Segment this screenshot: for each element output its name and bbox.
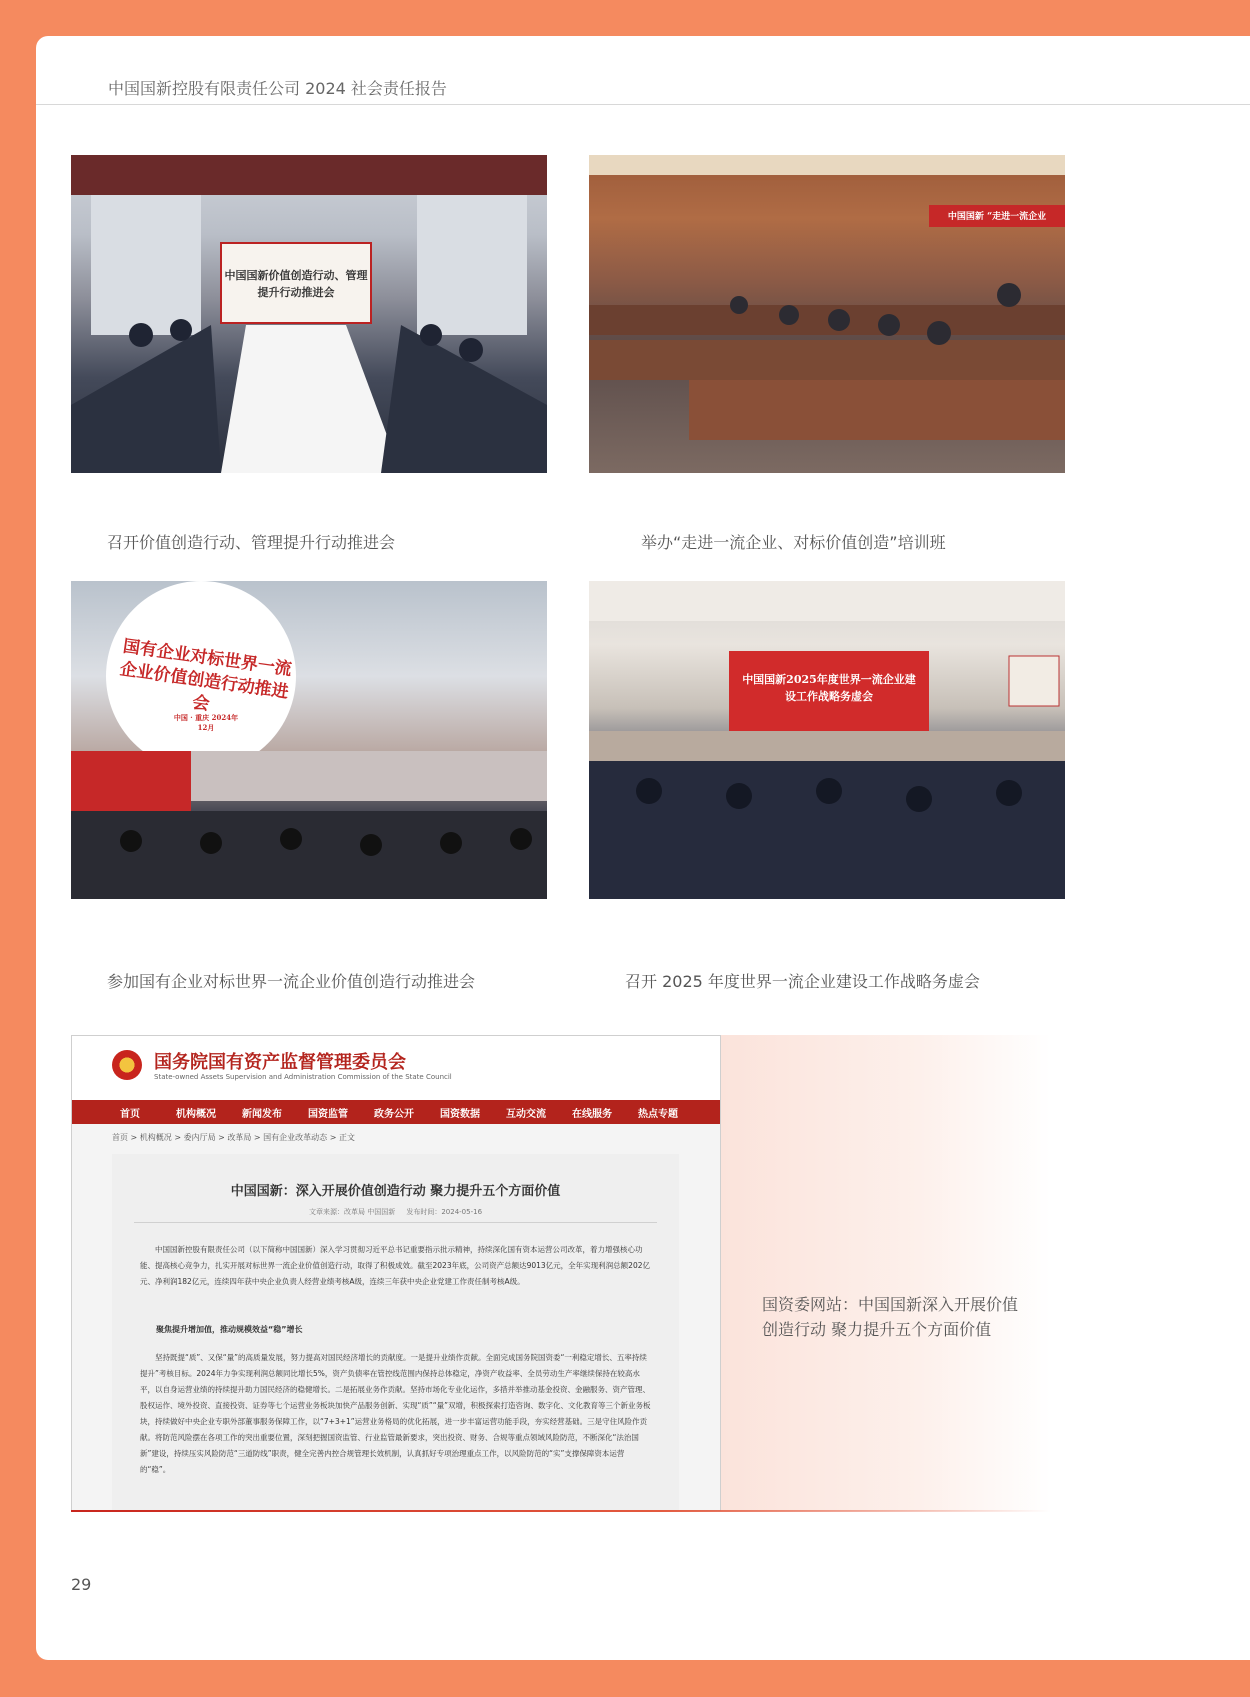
photo-3-banner: 国有企业对标世界一流企业价值创造行动推进会 — [118, 636, 293, 715]
website-header — [72, 1036, 720, 1100]
website-breadcrumb[interactable]: 首页 > 机构概况 > 委内厅局 > 改革局 > 国有企业改革动态 > 正文 — [112, 1133, 355, 1142]
article-divider — [134, 1222, 657, 1223]
article-title: 中国国新：深入开展价值创造行动 聚力提升五个方面价值 — [230, 1184, 561, 1199]
photo-4-caption: 召开 2025 年度世界一流企业建设工作战略务虚会 — [625, 972, 980, 991]
nav-item-news[interactable]: 新闻发布 — [242, 1109, 282, 1120]
nav-item-topics[interactable]: 热点专题 — [638, 1109, 678, 1120]
article-card — [112, 1154, 679, 1511]
bottom-accent-rule — [71, 1510, 1051, 1512]
national-emblem-icon — [112, 1050, 142, 1080]
website-nav-bar — [72, 1100, 720, 1124]
website-org-name: 国务院国有资产监督管理委员会 — [154, 1052, 406, 1073]
photo-4-banner: 中国国新2025年度世界一流企业建设工作战略务虚会 — [742, 673, 916, 703]
article-subhead: 聚焦提升增加值，推动规模效益“稳”增长 — [156, 1325, 303, 1334]
photo-1-banner: 中国国新价值创造行动、管理提升行动推进会 — [224, 269, 368, 299]
nav-item-services[interactable]: 在线服务 — [572, 1109, 612, 1120]
nav-item-org[interactable]: 机构概况 — [176, 1109, 216, 1120]
photo-promotion-meeting — [71, 155, 547, 473]
nav-item-data[interactable]: 国资数据 — [440, 1109, 480, 1120]
website-caption: 国资委网站：中国国新深入开展价值创造行动 聚力提升五个方面价值 — [762, 1295, 1019, 1339]
caption-panel — [721, 1035, 1051, 1511]
nav-item-interaction[interactable]: 互动交流 — [506, 1109, 546, 1120]
report-header-title: 中国国新控股有限责任公司 2024 社会责任报告 — [108, 79, 447, 98]
photo-2-banner: 中国国新 “走进一流企业 — [947, 212, 1047, 222]
nav-item-supervision[interactable]: 国资监管 — [308, 1109, 348, 1120]
nav-item-affairs[interactable]: 政务公开 — [374, 1109, 414, 1120]
photo-1-caption: 召开价值创造行动、管理提升行动推进会 — [107, 533, 396, 552]
website-org-name-en: State-owned Assets Supervision and Administration Commission of the State Council — [154, 1073, 452, 1081]
article-date: 发布时间：2024-05-16 — [406, 1208, 483, 1216]
photo-2-caption: 举办“走进一流企业、对标价值创造”培训班 — [641, 533, 946, 552]
photo-3-banner-sub: 中国 · 重庆 2024年12月 — [173, 713, 239, 732]
photo-state-enterprise-meeting — [71, 581, 547, 899]
nav-item-home[interactable]: 首页 — [120, 1109, 140, 1120]
sasac-website-screenshot — [71, 1035, 721, 1511]
photo-3-caption: 参加国有企业对标世界一流企业价值创造行动推进会 — [107, 972, 476, 991]
article-source: 文章来源：改革局 中国国新 — [308, 1208, 396, 1216]
photo-strategy-retreat — [589, 581, 1065, 899]
header-divider — [36, 104, 1250, 105]
article-meta — [112, 1207, 679, 1217]
page-number: 29 — [71, 1575, 92, 1594]
article-paragraph-1: 中国国新控股有限责任公司（以下简称中国国新）深入学习贯彻习近平总书记重要指示批示精神，持续深化国有资本运营公司改革，着力增强核心功能、提高核心竞争力，扎实开展对标世界一流企业价值创造行动，取得了积极成效。截至2023年底，公司资产总额达9013亿元，全年实现利润总额202亿元、净利润182亿元，连续四年获中央企业负责人经营业绩考核A级，连续三年获中央企业党建工作责任制考核A级。 — [140, 1245, 650, 1286]
photo-training-class — [589, 155, 1065, 473]
article-paragraph-2: 坚持既提“质”、又保“量”的高质量发展，努力提高对国民经济增长的贡献度。一是提升业绩作贡献。全面完成国务院国资委“一利稳定增长、五率持续提升”考核目标。2024年力争实现利润总额同比增长5%，资产负债率在管控线范围内保持总体稳定，净资产收益率、全员劳动生产率继续保持在较高水平，以自身运营业绩的持续提升助力国民经济的稳健增长。二是拓展业务作贡献。坚持市场化专业化运作，多措并举推动基金投资、金融服务、资产管理、股权运作、境外投资、直接投资、证券等七个运营业务板块加快产品服务创新、实现“质”“量”双增，积极探索打造咨询、数字化、文化教育等三个新业务板块，持续做好中央企业专职外部董事服务保障工作，以“7+3+1”运营业务格局的优化拓展，进一步丰富运营功能手段，夯实经营基础。三是守住风险作贡献。将防范风险摆在各项工作的突出重要位置，深刻把握国资监管、行业监管最新要求，突出投资、财务、合规等重点领域风险防范，不断深化“法治国新”建设，持续压实风险防范“三道防线”职责，健全完善内控合规管理长效机制，认真抓好专项治理重点工作，以风险防范的“实”支撑保障资本运营的“稳”。 — [140, 1353, 651, 1474]
